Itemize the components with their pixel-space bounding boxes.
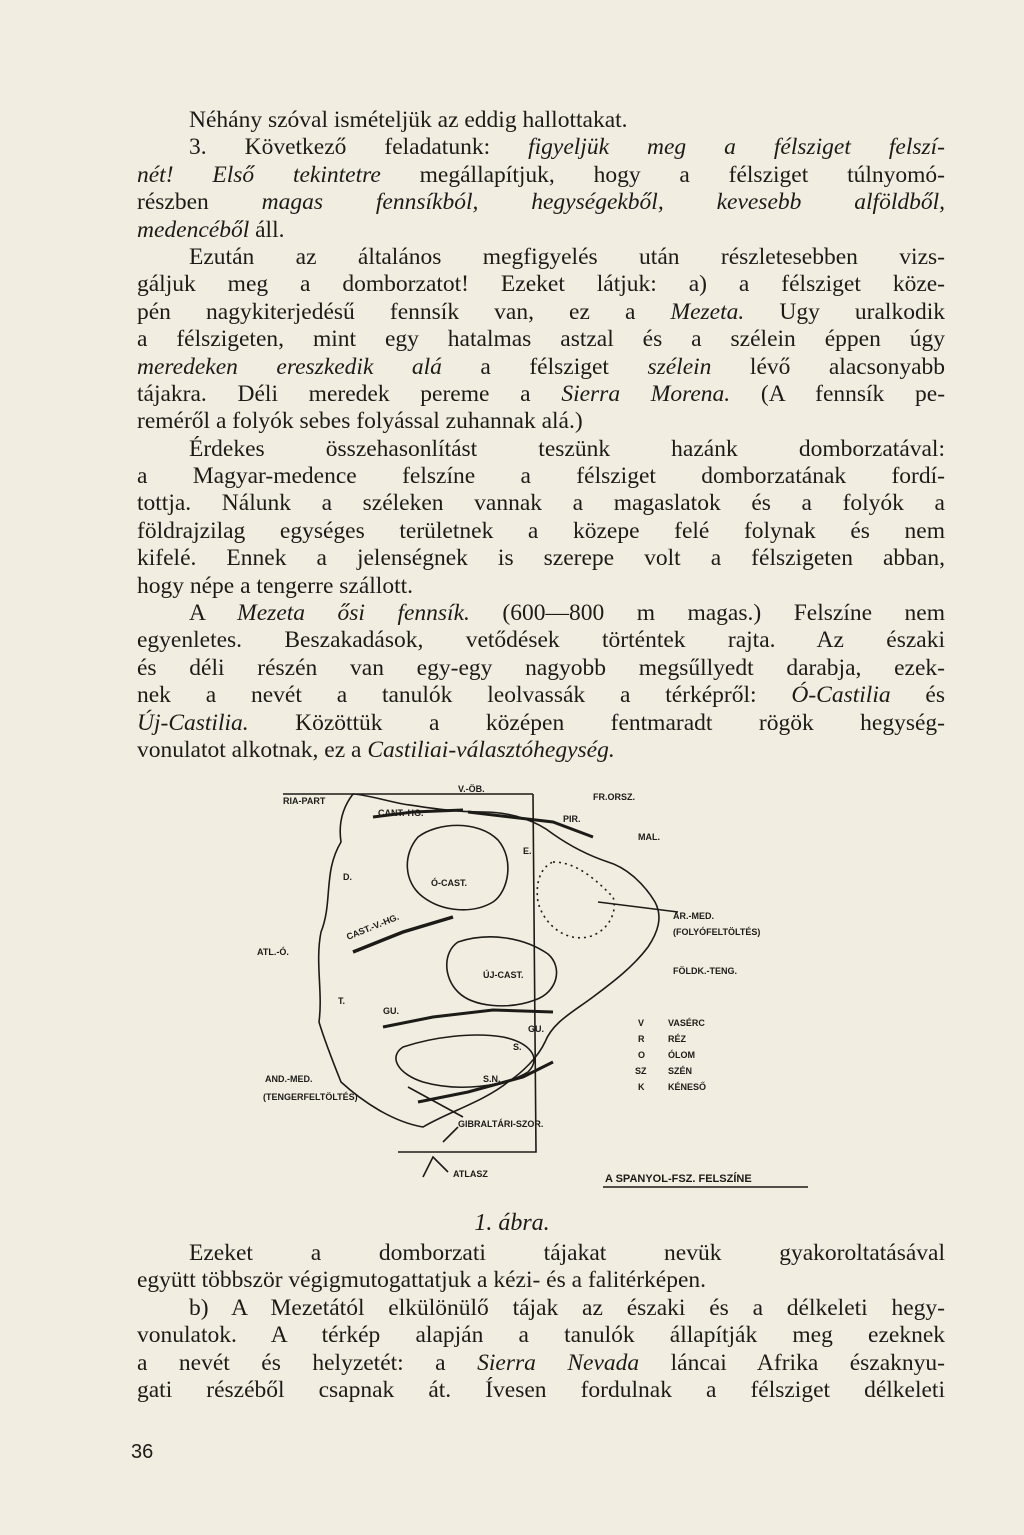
text-line: a félszigeten, mint egy hatalmas astzal és a szélein éppen úgy <box>137 326 945 353</box>
text-line: nek a nevét a tanulók leolvassák a térképről: Ó-Castilia és <box>137 682 946 709</box>
label-gibr: GIBRALTÁRI-SZOR. <box>458 1119 544 1129</box>
text-line: reméről a folyók sebes folyással zuhannak alá.) <box>137 408 583 435</box>
legend-text: KÉNESŐ <box>668 1082 707 1092</box>
label-andmed: AND.-MED. <box>265 1074 313 1084</box>
text-line: a nevét és helyzetét: a Sierra Nevada láncai Afrika északnyu- <box>137 1349 945 1376</box>
label-vob: V.-ÖB. <box>458 784 485 794</box>
label-foldk: FÖLDK.-TENG. <box>673 966 737 976</box>
label-cant: CANT.-HG. <box>378 808 424 818</box>
text-line: földrajzilag egységes területnek a közepe felé folynak és nem <box>137 517 945 544</box>
text-line: tottja. Nálunk a széleken vannak a magaslatok és a folyók a <box>137 490 945 517</box>
label-ujcast: ÚJ-CAST. <box>483 970 524 980</box>
label-pir: PIR. <box>563 814 581 824</box>
text-line: együtt többször végigmutogattatjuk a kézi- és a falitérképen. <box>137 1267 707 1294</box>
label-mal: MAL. <box>638 832 660 842</box>
map-title: A SPANYOL-FSZ. FELSZÍNE <box>605 1173 752 1185</box>
legend-text: VASÉRC <box>668 1018 705 1028</box>
main-text <box>137 107 945 764</box>
label-gu: GU. <box>383 1006 400 1016</box>
ocast-basin <box>407 825 508 909</box>
text-line: egyenletes. Beszakadások, vetődések történtek rajta. Az északi <box>137 627 945 654</box>
pointer-andmed <box>408 1087 463 1117</box>
label-e: E. <box>523 846 532 856</box>
label-sn: S.N. <box>483 1074 501 1084</box>
text-line: gáljuk meg a domborzatot! Ezeket látjuk: a) a félsziget köze- <box>137 271 945 298</box>
text-line: Ezután az általános megfigyelés után részletesebben vizs- <box>189 243 945 270</box>
main-text-bottom <box>137 1240 945 1404</box>
legend-symbol: K <box>638 1082 645 1092</box>
label-tengerf: (TENGERFELTÖLTÉS) <box>263 1092 358 1102</box>
ebro-basin <box>537 862 614 938</box>
text-line: a Magyar-medence felszíne a félsziget domborzatának fordí- <box>137 463 945 490</box>
legend-symbol: O <box>638 1050 646 1060</box>
legend-text: ÓLOM <box>668 1050 695 1060</box>
text-line: kifelé. Ennek a jelenségnek is szerepe volt a félszigeten abban, <box>137 545 945 572</box>
africa-tip <box>423 1157 448 1177</box>
label-frorsz: FR.ORSZ. <box>593 792 635 802</box>
map-svg <box>253 782 820 1194</box>
text-line: vonulatot alkotnak, ez a Castiliai-választóhegység. <box>137 736 615 763</box>
text-line: Érdekes összehasonlítást teszünk hazánk domborzatával: <box>189 435 945 462</box>
text-line: nét! Első tekintetre megállapítjuk, hogy a félsziget túlnyomó- <box>137 161 945 188</box>
label-d: D. <box>343 872 352 882</box>
text-line: hogy népe a tengerre szállott. <box>137 572 414 599</box>
text-line: meredeken ereszkedik alá a félsziget szélein lévő alacsonyabb <box>137 353 946 380</box>
label-t: T. <box>338 996 346 1006</box>
text-line: részben magas fennsíkból, hegységekből, kevesebb alföldből, <box>137 189 946 216</box>
text-line: A Mezeta ősi fennsík. (600—800 m magas.) Felszíne nem <box>189 600 945 627</box>
text-line: gati részéből csapnak át. Ívesen fordulnak a félsziget délkeleti <box>137 1376 945 1403</box>
text-line: Új-Castilia. Közöttük a középen fentmaradt rögök hegység- <box>137 709 945 736</box>
label-armed: AR.-MED. <box>673 911 714 921</box>
label-ria: RIA-PART <box>283 796 326 806</box>
legend-text: SZÉN <box>668 1066 693 1076</box>
text-line: vonulatok. A térkép alapján a tanulók állapítják meg ezeknek <box>137 1322 945 1349</box>
label-atlo: ATL.-Ó. <box>257 947 289 957</box>
text-line: Néhány szóval ismételjük az eddig hallottakat. <box>189 107 628 133</box>
text-line: b) A Mezetától elkülönülő tájak az északi és a délkeleti hegy- <box>189 1294 945 1321</box>
text-line: tájakra. Déli meredek pereme a Sierra Morena. (A fennsík pe- <box>137 380 946 407</box>
text-line: medencéből áll. <box>137 216 285 243</box>
label-castvhg: CAST.-V.-HG. <box>345 911 401 942</box>
label-folyo: (FOLYÓFELTÖLTÉS) <box>673 927 761 937</box>
legend-symbol: V <box>638 1018 645 1028</box>
legend-text: RÉZ <box>668 1034 686 1044</box>
pointer-armed <box>598 902 678 912</box>
page-number: 36 <box>131 1441 154 1463</box>
legend-symbol: SZ <box>635 1066 647 1076</box>
label-gu2: GU. <box>528 1024 545 1034</box>
pointer-gibr <box>443 1127 458 1142</box>
label-s: S. <box>513 1042 522 1052</box>
map-legend <box>635 1018 706 1092</box>
figure-caption: 1. ábra. <box>474 1210 550 1236</box>
label-ocast: Ó-CAST. <box>431 878 467 888</box>
text-line: és déli részén van egy-egy nagyobb megsűllyedt darabja, ezek- <box>137 654 945 681</box>
spain-relief-map <box>253 782 820 1194</box>
label-atlasz: ATLASZ <box>453 1169 488 1179</box>
text-line: Ezeket a domborzati tájakat nevük gyakoroltatásával <box>189 1240 945 1266</box>
legend-symbol: R <box>638 1034 645 1044</box>
text-line: 3. Következő feladatunk: figyeljük meg a félsziget felszí- <box>189 134 946 161</box>
text-line: pén nagykiterjedésű fennsík van, ez a Mezeta. Ugy uralkodik <box>137 298 945 325</box>
